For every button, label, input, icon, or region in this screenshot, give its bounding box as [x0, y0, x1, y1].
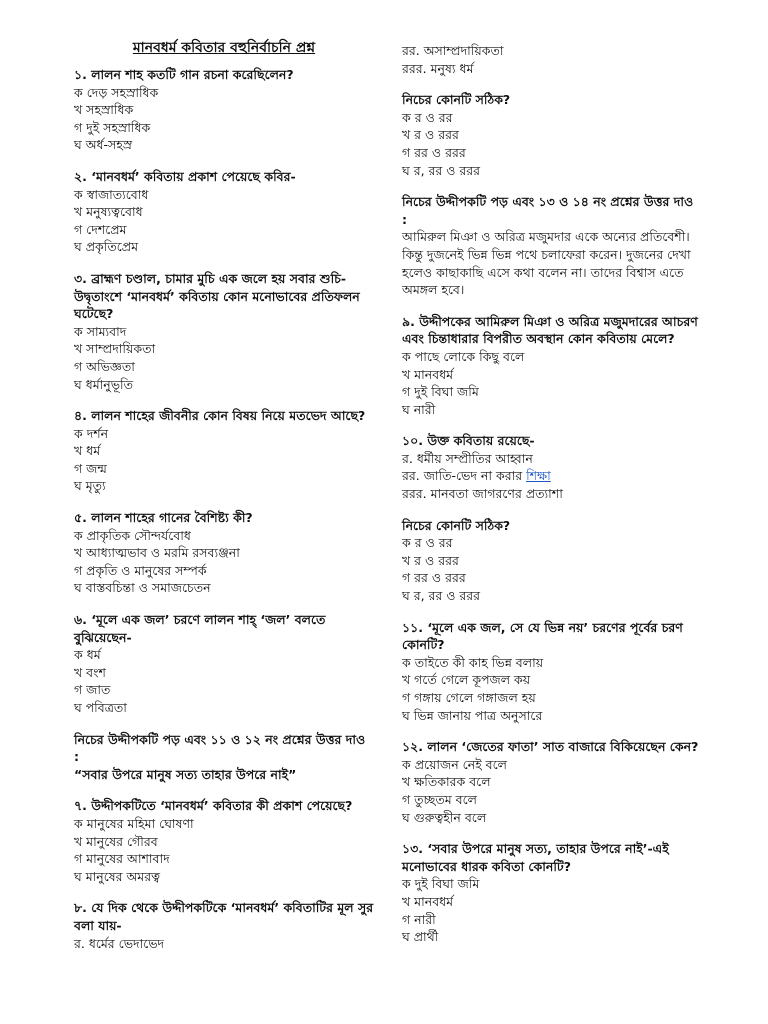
option: খ গর্তে গেলে কূপজল কয় — [402, 672, 531, 688]
option: গ জাত — [74, 682, 111, 698]
option: ক পাছে লোকে কিছু বলে — [402, 348, 525, 364]
question-8-continued — [402, 42, 702, 77]
left-column — [74, 38, 374, 966]
question-8 — [74, 899, 374, 952]
option-text: রর. জাতি-ভেদ না করার — [402, 468, 523, 484]
option: ঘ গুরুত্বহীন বলে — [402, 809, 487, 825]
option: গ রর ও ররর — [402, 144, 466, 160]
option: ঘ ভিন্ন জানায় পাত্র অনুসারে — [402, 707, 543, 723]
stimulus-instruction: নিচের উদ্দীপকটি পড় এবং ১১ ও ১২ নং প্রশ্নের উত্তর দাও : — [74, 731, 366, 765]
stimulus-quote: “সবার উপরে মানুষ সত্য তাহার উপরে নাই” — [74, 766, 297, 782]
question-text: ৮. যে দিক থেকে উদ্দীপকটিকে ‘মানবধর্ম’ কবিতাটির মূল সুর বলা যায়- — [74, 900, 374, 933]
option: ঘ বাস্তবচিন্তা ও সমাজচেতন — [74, 580, 211, 596]
option — [402, 467, 702, 485]
option: খ মানুষের গৌরব — [74, 833, 158, 849]
option: রর. অসাম্প্রদায়িকতা — [402, 43, 504, 58]
question-13 — [402, 840, 702, 946]
option: ক ধর্ম — [74, 647, 101, 663]
option: ঘ পবিত্রতা — [74, 700, 127, 715]
option: খ র ও ররর — [402, 127, 459, 143]
question-3 — [74, 270, 374, 393]
question-2 — [74, 168, 374, 256]
question-text: ১০. উক্ত কবিতায় রয়েছে- — [402, 433, 535, 449]
option: গ গঙ্গায় গেলে গঙ্গাজল হয় — [402, 690, 536, 705]
stimulus-1 — [74, 731, 374, 784]
option: খ সাম্প্রদায়িকতা — [74, 341, 156, 357]
question-text: ১. লালন শাহ কতটি গান রচনা করেছিলেন? — [74, 67, 294, 82]
option: ঘ অর্ধ-সহস্র — [74, 137, 133, 153]
option: ক দর্শন — [74, 425, 109, 441]
education-link[interactable]: শিক্ষা — [526, 468, 551, 484]
question-11 — [402, 619, 702, 725]
option: খ আধ্যাত্মভাব ও মরমি রসব্যঞ্জনা — [74, 545, 240, 561]
question-text: ১২. লালন ‘জেতের ফাতা’ সাত বাজারে বিকিয়েছেন কেন? — [402, 739, 699, 755]
option: গ দুই সহস্রাধিক — [74, 119, 151, 135]
option: ঘ মৃত্যু — [74, 478, 106, 494]
question-text: ১৩. ‘সবার উপরে মানুষ সত্য, তাহার উপরে নাই’-এই মনোভাবের ধারক কবিতা কোনটি? — [402, 841, 669, 874]
option: ক স্বাজাত্যবোধ — [74, 186, 149, 202]
question-6 — [74, 611, 374, 717]
option: ঘ ধর্মানুভূতি — [74, 376, 133, 392]
question-10 — [402, 432, 702, 502]
option: ক দেড় সহস্রাধিক — [74, 84, 159, 100]
option: খ সহস্রাধিক — [74, 102, 134, 118]
question-text: ৫. লালন শাহের গানের বৈশিষ্ট্য কী? — [74, 510, 253, 526]
question-9 — [402, 313, 702, 419]
option: ররর. মানবতা জাগরণের প্রত্যাশা — [402, 486, 563, 502]
right-column — [402, 42, 702, 960]
option: ঘ র, রর ও ররর — [402, 588, 481, 604]
question-12 — [402, 738, 702, 826]
question-5 — [74, 509, 374, 597]
option: ক প্রাকৃতিক সৌন্দর্যবোধ — [74, 527, 191, 543]
option: খ মানবধর্ম — [402, 893, 454, 909]
question-text: ৪. লালন শাহের জীবনীর কোন বিষয় নিয়ে মতভেদ আছে? — [74, 408, 366, 424]
option: ঘ প্রার্থী — [402, 929, 439, 945]
question-text: ৯. উদ্দীপকের আমিরুল মিঞা ও অরিত্র মজুমদারের আচরণ এবং চিন্তাধারার বিপরীত অবস্থান কোন কবিতায় মেলে? — [402, 313, 698, 347]
question-10-choices — [402, 517, 702, 605]
option: গ রর ও ররর — [402, 570, 466, 586]
option: ক র ও রর — [402, 535, 453, 551]
option: ক মানুষের মহিমা ঘোষণা — [74, 815, 194, 831]
option: ঘ মানুষের অমরত্ব — [74, 868, 161, 884]
option: খ বংশ — [74, 664, 106, 680]
option: ররর. মনুষ্য ধর্ম — [402, 60, 474, 76]
option: গ প্রকৃতি ও মানুষের সম্পর্ক — [74, 562, 207, 578]
option: গ দেশপ্রেম — [74, 221, 127, 237]
option: খ র ও ররর — [402, 552, 459, 568]
question-text: ২. ‘মানবধর্ম’ কবিতায় প্রকাশ পেয়েছে কবির- — [74, 168, 296, 184]
option: ক র ও রর — [402, 109, 453, 125]
option: ঘ প্রকৃতিপ্রেম — [74, 239, 139, 255]
stimulus-2 — [402, 193, 702, 299]
option: খ ক্ষতিকারক বলে — [402, 774, 491, 790]
option: গ অভিজ্ঞতা — [74, 358, 135, 374]
option: গ মানুষের আশাবাদ — [74, 851, 170, 867]
question-1 — [74, 66, 374, 154]
option: গ জন্ম — [74, 460, 107, 476]
option: ঘ নারী — [402, 401, 436, 417]
question-text: ৩. ব্রাহ্মণ চণ্ডাল, চামার মুচি এক জলে হয় সবার শুচি- উদ্বৃতাংশে ‘মানবধর্ম’ কবিতায় কোন মনোভাবের প্রতিফলন ঘটেছে? — [74, 270, 360, 322]
question-text: ৬. ‘মূলে এক জল’ চরণে লালন শাহ্ ‘জল’ বলতে বুঝিয়েছেন- — [74, 612, 326, 645]
option: ক সাম্যবাদ — [74, 323, 127, 339]
option: গ নারী — [402, 911, 436, 927]
question-8-choices — [402, 91, 702, 179]
question-text: ১১. ‘মূলে এক জল, সে যে ভিন্ন নয়’ চরণের পূর্বের চরণ কোনটি? — [402, 619, 683, 653]
option: ঘ র, রর ও ররর — [402, 162, 481, 178]
option: ক তাইতে কী কাহ ভিন্ন বলায় — [402, 654, 544, 670]
option: খ ধর্ম — [74, 443, 101, 459]
question-7 — [74, 797, 374, 885]
option: খ মানবধর্ম — [402, 366, 454, 382]
option: ক দুই বিঘা জমি — [402, 876, 480, 892]
stimulus-instruction: নিচের উদ্দীপকটি পড় এবং ১৩ ও ১৪ নং প্রশ্নের উত্তর দাও : — [402, 194, 694, 227]
option: র. ধর্মীয় সম্প্রীতির আহ্বান — [402, 450, 533, 466]
option: খ মনুষ্যত্ববোধ — [74, 204, 143, 220]
question-text: ৭. উদ্দীপকটিতে ‘মানবধর্ম’ কবিতার কী প্রকাশ পেয়েছে? — [74, 798, 353, 814]
option: গ তুচ্ছতম বলে — [402, 791, 477, 807]
option: গ দুই বিঘা জমি — [402, 384, 479, 400]
question-text: নিচের কোনটি সঠিক? — [402, 517, 511, 533]
stimulus-passage: আমিরুল মিঞা ও অরিত্র মজুমদার একে অন্যের প্রতিবেশী। কিন্তু দুজনেই ভিন্ন ভিন্ন পথে চলাফেরা করেন। দুজনের দেখা হলেও কাছাকাছি এসে কথা বলেন না। তাদের বিশ্বাস এতে অমঙ্গল হবে। — [402, 229, 691, 298]
question-4 — [74, 407, 374, 495]
option: র. ধর্মের ভেদাভেদ — [74, 935, 165, 951]
option: ক প্রয়োজন নেই বলে — [402, 756, 507, 772]
page-title: মানবধর্ম কবিতার বহুনির্বাচনি প্রশ্ন — [132, 40, 316, 56]
question-text: নিচের কোনটি সঠিক? — [402, 92, 511, 108]
